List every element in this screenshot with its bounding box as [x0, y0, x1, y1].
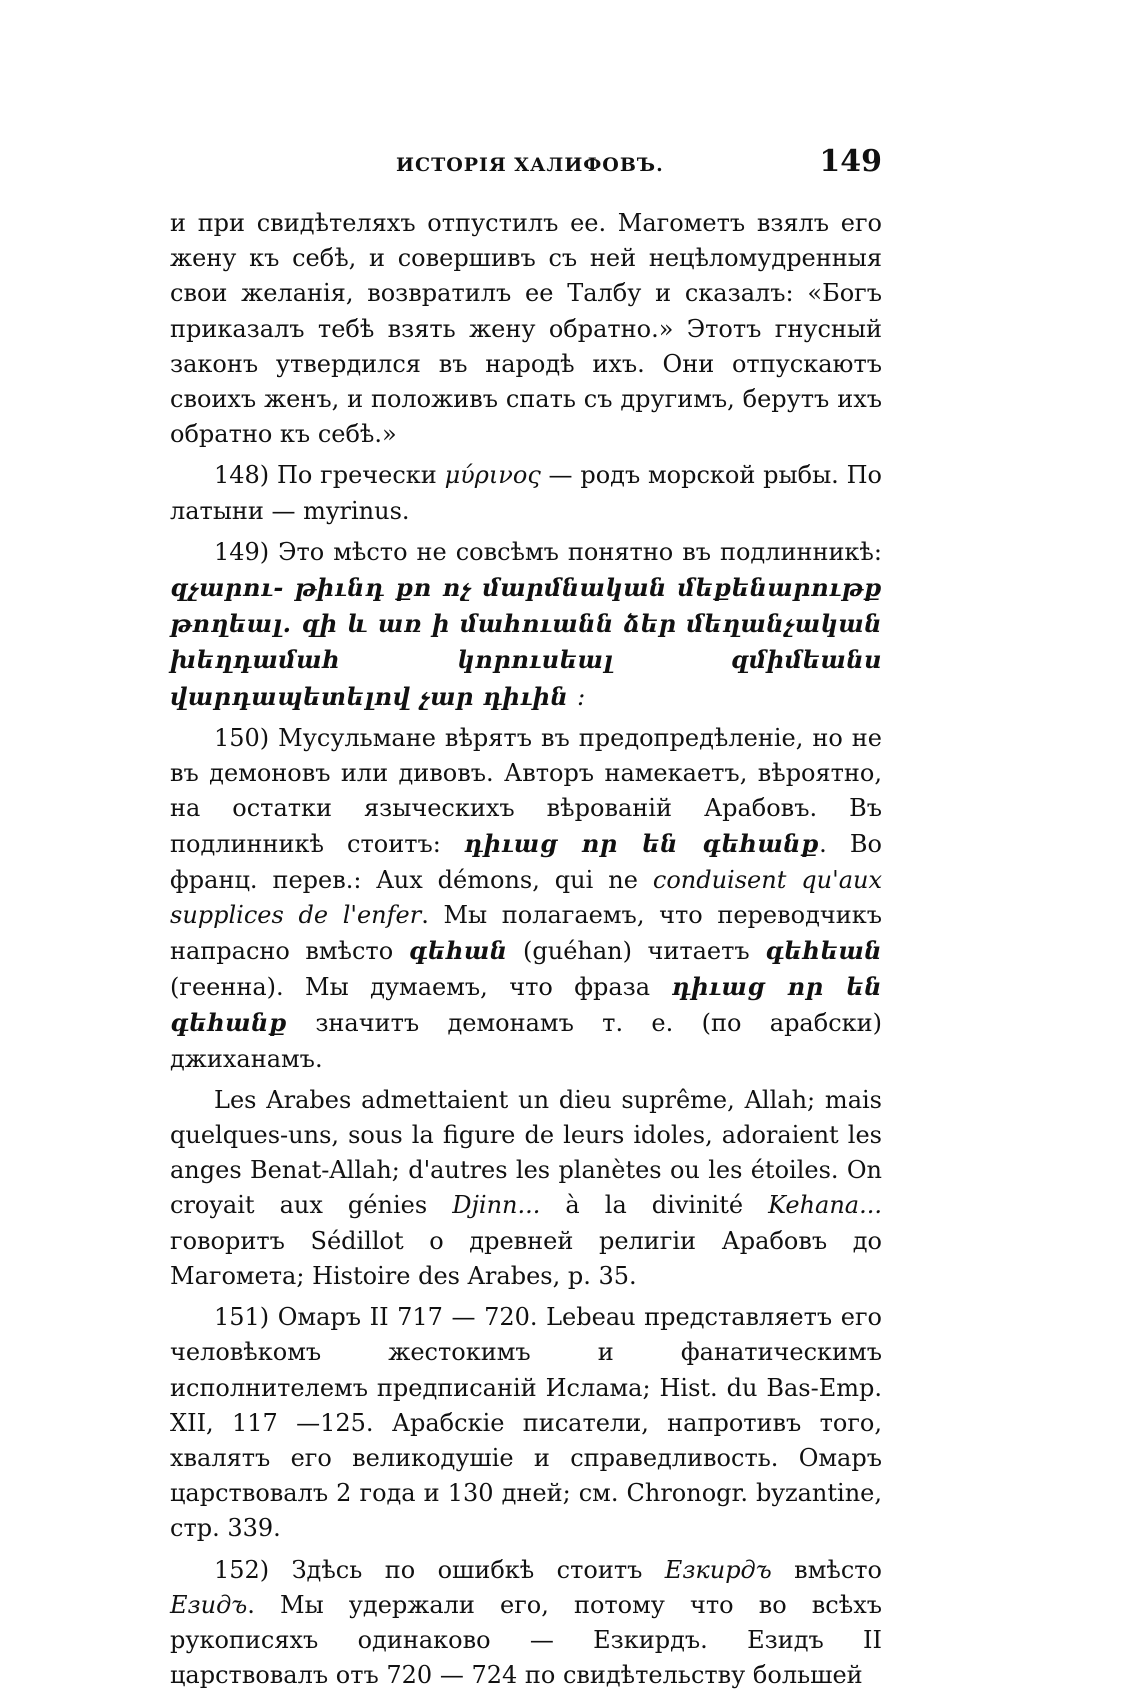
- italic-djinn: Djinn...: [452, 1191, 541, 1220]
- greek-word: μύρινος: [444, 461, 541, 490]
- note-150-text-f: значитъ демонамъ т. е. (по арабски) джиханамъ.: [170, 1009, 882, 1073]
- note-150-text-b: . Во франц. перев.: Aux démons, qui ne: [170, 830, 883, 894]
- note-150-text-c: . Мы полагаемъ, что переводчикъ напрасно вмѣсто: [170, 900, 882, 966]
- note-152: [170, 1553, 882, 1694]
- les-arabes-text-b: à la divinité: [540, 1191, 769, 1220]
- italic-ezid: Езидъ: [170, 1590, 248, 1619]
- page-number: 149: [819, 144, 882, 179]
- note-150-text-a: 150) Мусульмане вѣрятъ въ предопредѣленіе, но не въ демоновъ или дивовъ. Авторъ намекаетъ, вѣроятно, на остатки языческихъ вѣрованій Арабовъ. Въ подлинникѣ стоитъ:: [170, 723, 882, 859]
- armenian-word-geheann: գեհեան: [765, 936, 883, 966]
- running-title: ИСТОРІЯ ХАЛИФОВЪ.: [396, 154, 664, 176]
- page-header: [168, 144, 882, 190]
- note-149: [170, 535, 882, 715]
- body-text: [170, 206, 882, 1699]
- paragraph-continuation: и при свидѣтеляхъ отпустилъ ее. Магометъ взялъ его жену къ себѣ, и совершивъ съ ней нецѣломудренныя свои желанія, возвратилъ ее Талбу и сказалъ: «Богъ приказалъ тебѣ взять жену обратно.» Этотъ гнусный законъ утвердился въ народѣ ихъ. Они отпускаютъ своихъ женъ, и положивъ спать съ другимъ, берутъ ихъ обратно къ себѣ.»: [170, 209, 882, 449]
- les-arabes-text-c: говоритъ Sédillot о древней религіи Арабовъ до Магомета; Histoire des Arabes, p. 35.: [170, 1226, 882, 1290]
- note-148-text-b: — родъ морской рыбы. По латыни — myrinus.: [170, 461, 882, 525]
- note-150-text-e: (геенна). Мы думаемъ, что фраза: [170, 973, 672, 1002]
- armenian-phrase-2: դիւաց որ են գեհանք: [170, 972, 882, 1038]
- armenian-quote: զչարու- թիւնդ քո ոչ մարմնական մեքենարութք թողեալ. զի և առ ի մահուանն ձեր մեղանչական խեղդամահ կորուսեալ զմիմեանս վարդապետելով չար դիւին ։: [170, 573, 882, 711]
- note-148: [170, 458, 882, 528]
- armenian-word-gehan: գեհան: [408, 936, 508, 966]
- paragraph-les-arabes: [170, 1083, 882, 1294]
- note-152-text-a: 152) Здѣсь по ошибкѣ стоитъ: [214, 1555, 665, 1584]
- note-152-text-b: вмѣсто: [771, 1555, 882, 1584]
- les-arabes-text-a: Les Arabes admettaient un dieu suprême, Allah; mais quelques-uns, sous la figure de leurs idoles, adoraient les anges Benat-Allah; d'autres les planètes ou les étoiles. On croyait aux génies: [170, 1085, 882, 1220]
- french-italic: conduisent qu'aux supplices de l'enfer: [170, 865, 883, 929]
- note-150-text-d: (guéhan) читаетъ: [507, 937, 766, 966]
- note-148-text-a: 148) По гречески: [214, 461, 445, 490]
- italic-ezkird: Езкирдъ: [664, 1555, 772, 1584]
- armenian-phrase-1: դիւաց որ են գեհանք: [463, 829, 820, 859]
- note-149-text-a: 149) Это мѣсто не совсѣмъ понятно въ подлинникѣ:: [214, 537, 882, 566]
- note-152-text-c: . Мы удержали его, потому что во всѣхъ рукописяхъ одинаково — Езкирдъ. Езидъ II царствовалъ отъ 720 — 724 по свидѣтельству большей: [170, 1590, 882, 1690]
- note-151: 151) Омаръ II 717 — 720. Lebeau представляетъ его человѣкомъ жестокимъ и фанатическимъ исполнителемъ предписаній Ислама; Hist. du Bas-Emp. XII, 117 —125. Арабскіе писатели, напротивъ того, хвалятъ его великодушіе и справедливость. Омаръ царствовалъ 2 года и 130 дней; см. Chronogr. byzantine, стр. 339.: [170, 1303, 882, 1543]
- italic-kehana: Kehana...: [768, 1191, 882, 1220]
- note-150: [170, 721, 882, 1077]
